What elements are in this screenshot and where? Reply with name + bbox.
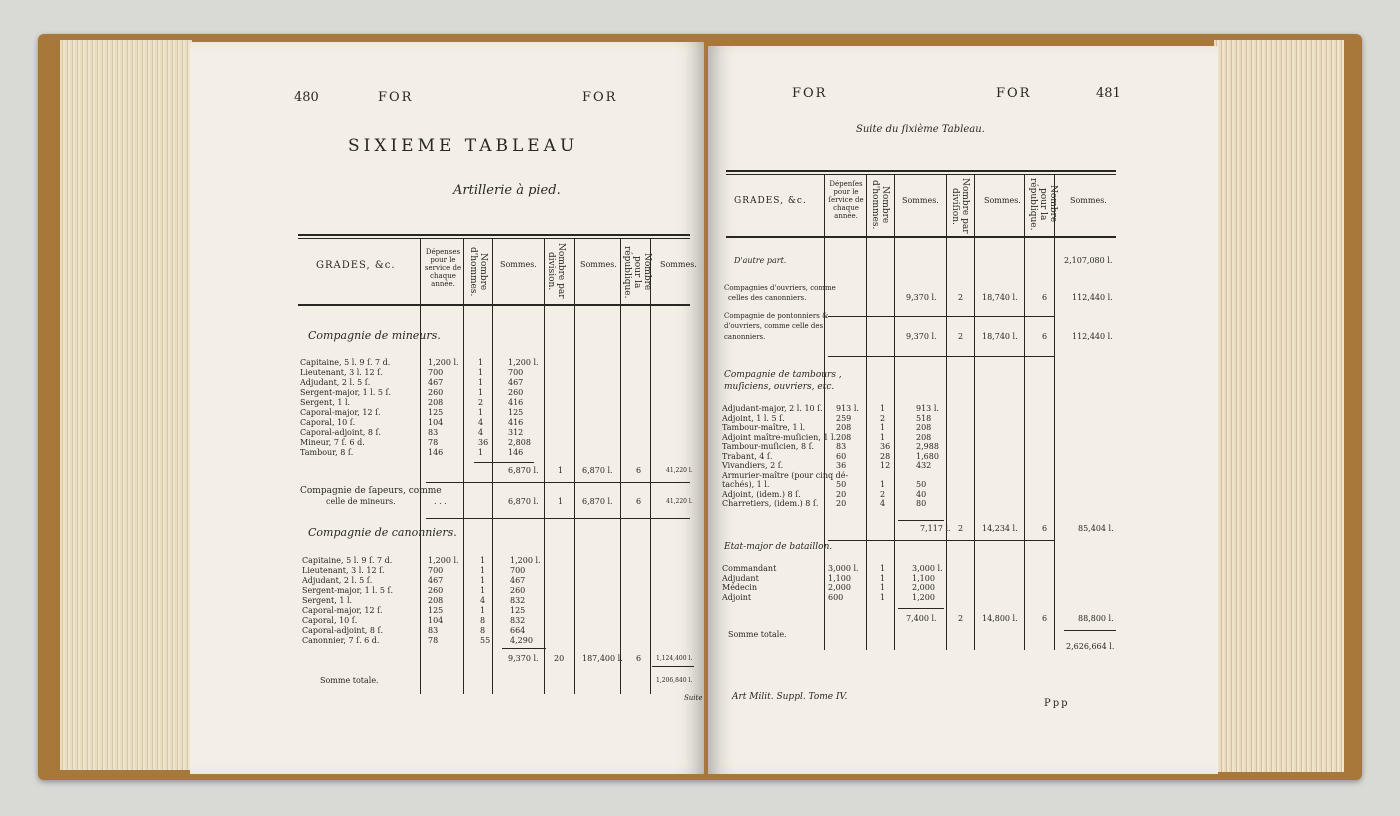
section-tambours-1: Compagnie de tambours ,: [724, 370, 842, 380]
running-head-right: FOR: [996, 86, 1032, 101]
header-grades: GRADES, &c.: [734, 196, 807, 206]
table-row: Adjoint 600 1 1,200: [722, 592, 935, 602]
table-row: Capitaine, 5 l. 9 ſ. 7 d. 1,200 l. 1 1,200 l.: [302, 556, 541, 565]
ouvriers-row: celles des canonniers. 9,370 l. 2 18,740 l. 6 112,440 l.: [728, 293, 1113, 302]
section-etat-major: Etat-major de bataillon.: [724, 542, 833, 552]
header-sommes-2: Sommes.: [984, 196, 1021, 205]
table-row: Commandant 3,000 l. 1 3,000 l.: [722, 564, 943, 573]
etat-major-total: 7,400 l. 2 14,800 l. 6 88,800 l.: [906, 614, 1114, 623]
table-row: Caporal-adjoint, 8 ſ. 83 8 664: [302, 626, 526, 635]
header-sommes-1: Sommes.: [500, 260, 537, 269]
page-number: 481: [1096, 86, 1121, 101]
table-row: Lieutenant, 3 l. 12 ſ. 700 1 700: [302, 566, 526, 575]
table-row: Caporal, 10 ſ. 104 4 416: [300, 418, 524, 427]
left-page: [190, 42, 704, 774]
table-row: Caporal, 10 ſ. 104 8 832: [302, 616, 526, 625]
header-sommes-2: Sommes.: [580, 260, 617, 269]
table-row: Adjoint, (idem.) 8 ſ. 20 2 40: [722, 489, 927, 499]
page-edges-right: [1214, 40, 1344, 772]
table-row: Tambour-maître, 1 l. 208 1 208: [722, 423, 932, 432]
right-page: [708, 46, 1218, 774]
running-head-left: FOR: [792, 86, 828, 101]
header-grades: GRADES, &c.: [316, 260, 396, 271]
footer-signature-line: Art Milit. Suppl. Tome IV.: [732, 692, 848, 702]
table-row: Sergent-major, 1 l. 5 ſ. 260 1 260: [302, 586, 526, 595]
section-canonniers: Compagnie de canonniers.: [308, 526, 457, 539]
sapeurs-row: celle de mineurs. . . . 6,870 l. 1 6,870 l. 6 41,220 l.: [326, 497, 693, 506]
header-nombre-republique: Nombre pour la république.: [1028, 177, 1058, 231]
table-row: Adjudant, 2 l. 5 ſ. 467 1 467: [302, 576, 526, 585]
dautre-part-row: D'autre part. 2,107,080 l.: [734, 256, 1113, 265]
signature-mark: Ppp: [1044, 698, 1070, 709]
page-number: 480: [294, 90, 319, 105]
table-row: Médecin 2,000 1 2,000: [722, 583, 935, 592]
table-row: Adjudant-major, 2 l. 10 ſ. 913 l. 1 913 l.: [722, 404, 939, 413]
table-row: Sergent-major, 1 l. 5 ſ. 260 1 260: [300, 388, 524, 397]
table-row: Lieutenant, 3 l. 12 ſ. 700 1 700: [300, 368, 524, 377]
table-row: Tambour, 8 ſ. 146 1 146: [300, 448, 524, 457]
somme-totale-row: Somme totale. 1,206,840 l.: [320, 676, 693, 685]
table-row: Adjoint, 1 l. 5 ſ. 259 2 518: [722, 413, 932, 423]
table-row: Canonnier, 7 ſ. 6 d. 78 55 4,290: [302, 636, 533, 645]
running-head-left: FOR: [378, 90, 414, 105]
table-row: Tambour-muſicien, 8 ſ. 83 36 2,988: [722, 442, 939, 451]
table-row: Caporal-major, 12 ſ. 125 1 125: [300, 408, 524, 417]
table-row: Armurier-maître (pour cinq dé-: [722, 470, 849, 480]
table-row: Adjudant, 2 l. 5 ſ. 467 1 467: [300, 378, 524, 387]
running-head-right: FOR: [582, 90, 618, 105]
section-tambours-2: muſiciens, ouvriers, etc.: [724, 382, 835, 392]
header-sommes-3: Sommes.: [1070, 196, 1107, 205]
table-row: Caporal-adjoint, 8 ſ. 83 4 312: [300, 428, 524, 437]
header-nombre-hommes: Nombre d'hommes.: [870, 180, 890, 230]
section-mineurs: Compagnie de mineurs.: [308, 329, 441, 342]
header-sommes-3: Sommes.: [660, 260, 697, 269]
ouvriers-line-1: Compagnies d'ouvriers, comme: [724, 284, 836, 292]
pont-row: canonniers. 9,370 l. 2 18,740 l. 6 112,440 l.: [724, 332, 1113, 341]
table-row: Adjudant 1,100 1 1,100: [722, 573, 935, 583]
header-nombre-division: Nombre par division.: [546, 243, 566, 299]
table-row: Adjoint maître-muſicien, 1 l. 208 1 208: [722, 432, 932, 442]
tambours-total: 7,117 l. 2 14,234 l. 6 85,404 l.: [920, 524, 1114, 533]
header-nombre-division: Nombre par diviſion.: [950, 178, 970, 234]
pont-line-1: Compagnie de pontonniers &: [724, 312, 829, 320]
table-row: Vivandiers, 2 ſ. 36 12 432: [722, 461, 932, 470]
table-row: Sergent, 1 l. 208 4 832: [302, 596, 526, 605]
header-depenses: Dépenſes pour le ſervice de chaque année.: [828, 180, 864, 220]
header-nombre-republique: Nombre pour la république.: [622, 245, 652, 299]
page-title: SIXIEME TABLEAU: [348, 136, 579, 156]
table-subtitle: Suite du ſixième Tableau.: [856, 124, 985, 135]
header-depenses: Dépenses pour le service de chaque année.: [424, 248, 462, 288]
table-row: Capitaine, 5 l. 9 ſ. 7 d. 1,200 l. 1 1,200 l.: [300, 358, 539, 367]
somme-totale-row: Somme totale.: [728, 630, 787, 639]
catchword: Suite: [684, 694, 703, 702]
canonniers-total: 9,370 l. 20 187,400 l. 6 1,124,400 l.: [508, 654, 693, 663]
table-subtitle: Artillerie à pied.: [453, 183, 561, 198]
table-row: Mineur, 7 ſ. 6 d. 78 36 2,808: [300, 438, 531, 447]
header-sommes-1: Sommes.: [902, 196, 939, 205]
header-nombre-hommes: Nombre d'hommes.: [468, 247, 488, 297]
page-edges-left: [60, 40, 192, 770]
table-row: Charretiers, (idem.) 8 ſ. 20 4 80: [722, 499, 927, 508]
mineurs-total: 6,870 l. 1 6,870 l. 6 41,220 l.: [508, 466, 693, 475]
table-row: Trabant, 4 ſ. 60 28 1,680: [722, 451, 939, 461]
somme-totale-value: 2,626,664 l.: [1066, 642, 1115, 651]
sapeurs-line-1: Compagnie de ſapeurs, comme: [300, 486, 442, 496]
table-row: Sergent, 1 l. 208 2 416: [300, 398, 524, 407]
table-row: Caporal-major, 12 ſ. 125 1 125: [302, 606, 526, 615]
pont-line-2: d'ouvriers, comme celle des: [724, 322, 824, 330]
table-row: tachés), 1 l. 50 1 50: [722, 480, 927, 489]
